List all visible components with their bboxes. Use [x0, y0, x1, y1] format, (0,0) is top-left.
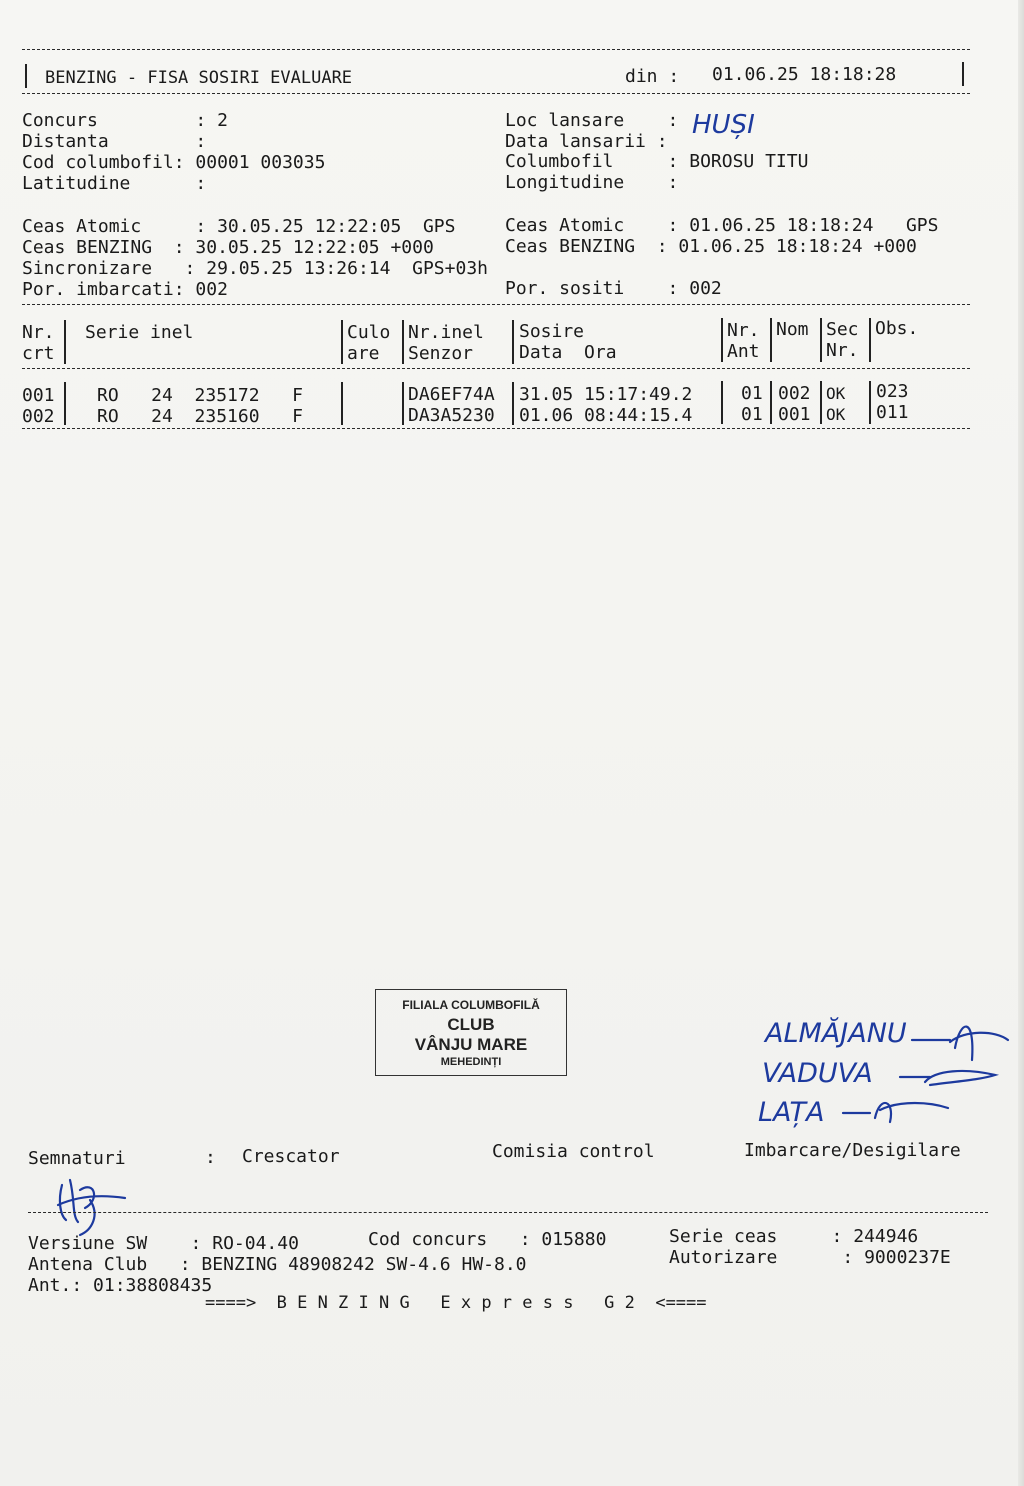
ceas-benzing-lansare: Ceas BENZING : 30.05.25 12:22:05 +000: [22, 237, 434, 258]
signature-mark: [912, 1027, 1008, 1060]
col-serie-inel: Serie inel: [85, 322, 194, 343]
col-ant-bottom: Ant: [727, 341, 760, 362]
row-sec: OK: [826, 405, 846, 424]
ceas-benzing-sosire: Ceas BENZING : 01.06.25 18:18:24 +000: [505, 236, 917, 257]
row-nr: 002: [22, 406, 55, 427]
col-sec-bottom: Nr.: [826, 340, 859, 361]
por-imbarcati-field: Por. imbarcati: 002: [22, 279, 228, 300]
col-nom: Nom: [776, 319, 809, 340]
ceas-atomic-lansare: Ceas Atomic : 30.05.25 12:22:05 GPS: [22, 216, 456, 237]
col-culoare-bottom: are: [347, 343, 380, 364]
cod-columbofil-field: Cod columbofil: 00001 003035: [22, 152, 326, 173]
signature-mark: [900, 1071, 995, 1085]
row-serie-inel: RO 24 235160 F: [97, 406, 303, 427]
col-nr-top: Nr.: [22, 322, 55, 343]
row-senzor: DA3A5230: [408, 405, 495, 426]
cod-concurs-field: Cod concurs : 015880: [368, 1229, 607, 1250]
comisia-control-label: Comisia control: [492, 1141, 655, 1162]
row-nom: 002: [778, 383, 811, 404]
row-obs: 011: [876, 402, 909, 423]
handwritten-name-1: ALMĂJANU: [765, 1018, 907, 1049]
signature-mark: [843, 1103, 948, 1122]
handwritten-name-2: VADUVA: [762, 1058, 873, 1089]
handwritten-name-3: LAȚA: [758, 1097, 825, 1128]
distanta-field: Distanta :: [22, 131, 207, 152]
row-ant: 01: [741, 404, 763, 425]
data-lansarii-field: Data lansarii :: [505, 131, 668, 152]
loc-lansare-field: Loc lansare :: [505, 110, 679, 131]
col-sosire-top: Sosire: [519, 321, 585, 342]
loc-lansare-handwritten: HUȘI: [692, 110, 755, 140]
crescator-signature: [58, 1180, 125, 1235]
longitudine-field: Longitudine :: [505, 172, 679, 193]
document-title: BENZING - FISA SOSIRI EVALUARE: [45, 68, 353, 88]
row-sec: OK: [826, 384, 846, 403]
latitudine-field: Latitudine :: [22, 173, 207, 194]
autorizare-field: Autorizare : 9000237E: [669, 1247, 951, 1268]
col-sec-top: Sec: [826, 319, 859, 340]
ceas-atomic-sosire: Ceas Atomic : 01.06.25 18:18:24 GPS: [505, 215, 939, 236]
semnaturi-separator: :: [205, 1147, 216, 1168]
serie-ceas-field: Serie ceas : 244946: [669, 1226, 919, 1247]
row-serie-inel: RO 24 235172 F: [97, 385, 303, 406]
row-sosire: 01.06 08:44:15.4: [519, 405, 693, 426]
versiune-sw-field: Versiune SW : RO-04.40: [28, 1233, 299, 1254]
ant-field: Ant.: 01:38808435: [28, 1275, 213, 1296]
col-ant-top: Nr.: [727, 320, 760, 341]
col-nrinel-top: Nr.inel: [408, 322, 484, 343]
benzing-express-banner: ====> B E N Z I N G E x p r e s s G 2 <====: [205, 1293, 707, 1313]
por-sositi-field: Por. sositi : 002: [505, 278, 722, 299]
row-nom: 001: [778, 404, 811, 425]
col-obs: Obs.: [875, 318, 919, 339]
row-sosire: 31.05 15:17:49.2: [519, 384, 693, 405]
sincronizare-field: Sincronizare : 29.05.25 13:26:14 GPS+03h: [22, 258, 488, 279]
crescator-label: Crescator: [242, 1146, 340, 1167]
col-nr-bottom: crt: [22, 343, 55, 364]
columbofil-field: Columbofil : BOROSU TITU: [505, 151, 809, 172]
stamp-line-1: FILIALA COLUMBOFILĂ: [402, 998, 540, 1012]
col-sosire-bottom: Data Ora: [519, 342, 617, 363]
row-senzor: DA6EF74A: [408, 384, 495, 405]
semnaturi-label: Semnaturi: [28, 1148, 126, 1169]
print-timestamp: 01.06.25 18:18:28: [712, 64, 897, 85]
antena-club-field: Antena Club : BENZING 48908242 SW-4.6 HW-8.0: [28, 1254, 527, 1275]
concurs-field: Concurs : 2: [22, 110, 228, 131]
stamp-line-4: MEHEDINȚI: [440, 1056, 502, 1068]
stamp-line-3: VÂNJU MARE: [414, 1035, 528, 1054]
stamp-line-2: CLUB: [447, 1015, 495, 1034]
col-nrinel-bottom: Senzor: [408, 343, 474, 364]
footer-rule: [28, 1212, 988, 1213]
imbarcare-label: Imbarcare/Desigilare: [744, 1140, 961, 1161]
col-culoare-top: Culo: [347, 322, 391, 343]
row-ant: 01: [741, 383, 763, 404]
row-obs: 023: [876, 381, 909, 402]
din-label: din :: [625, 66, 680, 87]
row-nr: 001: [22, 385, 55, 406]
